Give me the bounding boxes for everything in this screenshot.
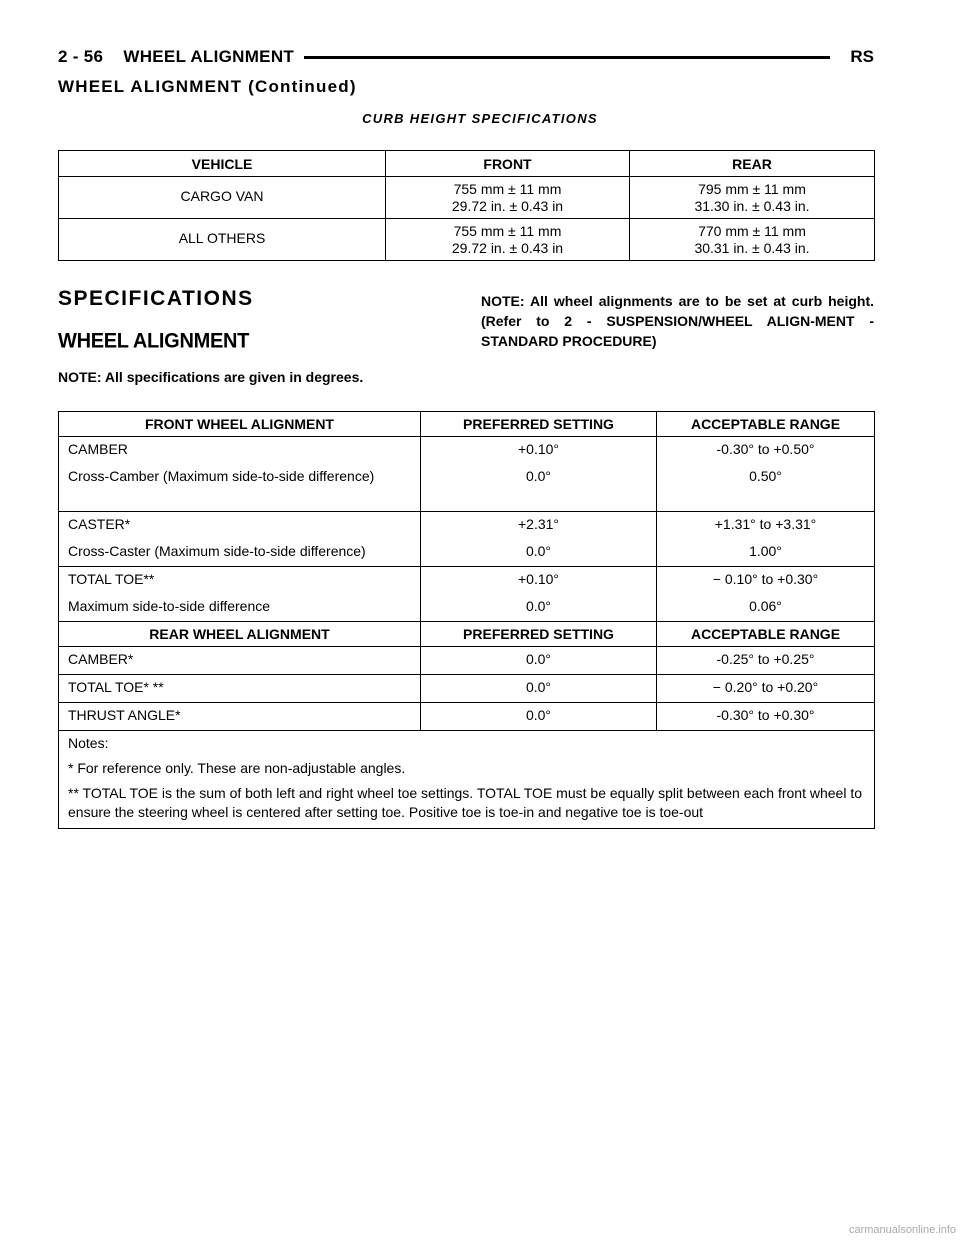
cell-rear: 795 mm ± 11 mm 31.30 in. ± 0.43 in.	[630, 177, 875, 219]
watermark: carmanualsonline.info	[848, 1224, 956, 1236]
notes-row	[59, 731, 875, 829]
cell-rear: 770 mm ± 11 mm 30.31 in. ± 0.43 in.	[630, 219, 875, 261]
notes-cell	[59, 731, 875, 829]
cell-parameter: THRUST ANGLE*	[59, 703, 421, 731]
cell-parameter: TOTAL TOE* **	[59, 675, 421, 703]
table-header-row	[59, 151, 875, 177]
column-header-front: FRONT	[386, 151, 630, 177]
table-row	[59, 675, 875, 703]
cell-range: -0.30° to +0.30°	[657, 703, 875, 731]
note-curb-height: NOTE: All wheel alignments are to be set at curb height. (Refer to 2 - SUSPENSION/WHEEL ALIGN-MENT - STANDARD PROCEDURE)	[481, 293, 874, 349]
cell-preferred: +0.10°	[421, 567, 657, 595]
cell-preferred: 0.0°	[421, 703, 657, 731]
note-reference-only: * For reference only. These are non-adjustable angles.	[68, 760, 406, 776]
column-header-range: ACCEPTABLE RANGE	[657, 412, 875, 437]
cell-vehicle: CARGO VAN	[59, 177, 386, 219]
curb-height-title: CURB HEIGHT SPECIFICATIONS	[362, 111, 598, 126]
cell-preferred: 0.0°	[421, 464, 657, 512]
column-header-range: ACCEPTABLE RANGE	[657, 622, 875, 647]
cell-range: +1.31° to +3.31°	[657, 512, 875, 540]
cell-preferred: 0.0°	[421, 675, 657, 703]
cell-front: 755 mm ± 11 mm 29.72 in. ± 0.43 in	[386, 177, 630, 219]
table-row	[59, 512, 875, 540]
table-row	[59, 464, 875, 512]
table-row	[59, 647, 875, 675]
cell-parameter: CAMBER	[59, 437, 421, 465]
note-degrees: NOTE: All specifications are given in degrees.	[58, 369, 364, 385]
column-header-vehicle: VEHICLE	[59, 151, 386, 177]
table-row	[59, 703, 875, 731]
cell-range: -0.25° to +0.25°	[657, 647, 875, 675]
rear-header-row	[59, 622, 875, 647]
cell-front: 755 mm ± 11 mm 29.72 in. ± 0.43 in	[386, 219, 630, 261]
wheel-alignment-table	[58, 411, 875, 829]
curb-height-table	[58, 150, 875, 261]
cell-range: − 0.10° to +0.30°	[657, 567, 875, 595]
cell-parameter: Maximum side-to-side difference	[59, 594, 421, 622]
cell-range: 0.06°	[657, 594, 875, 622]
column-header-rear: REAR	[630, 151, 875, 177]
cell-preferred: +2.31°	[421, 512, 657, 540]
cell-preferred: 0.0°	[421, 539, 657, 567]
table-row	[59, 177, 875, 219]
cell-vehicle: ALL OTHERS	[59, 219, 386, 261]
header-rule	[304, 56, 830, 59]
cell-parameter: CAMBER*	[59, 647, 421, 675]
cell-range: -0.30° to +0.50°	[657, 437, 875, 465]
header-section-title: 2 - 56 WHEEL ALIGNMENT	[58, 47, 295, 66]
table-row	[59, 539, 875, 567]
cell-preferred: 0.0°	[421, 647, 657, 675]
cell-preferred: 0.0°	[421, 594, 657, 622]
cell-parameter: CASTER*	[59, 512, 421, 540]
table-row	[59, 594, 875, 622]
continued-heading: WHEEL ALIGNMENT (Continued)	[58, 77, 357, 96]
column-header-preferred: PREFERRED SETTING	[421, 622, 657, 647]
column-header-rear-alignment: REAR WHEEL ALIGNMENT	[59, 622, 421, 647]
cell-preferred: +0.10°	[421, 437, 657, 465]
front-header-row	[59, 412, 875, 437]
specifications-heading: SPECIFICATIONS	[58, 287, 254, 310]
cell-range: − 0.20° to +0.20°	[657, 675, 875, 703]
table-row	[59, 437, 875, 465]
page-header	[58, 44, 874, 70]
column-header-preferred: PREFERRED SETTING	[421, 412, 657, 437]
wheel-alignment-heading: WHEEL ALIGNMENT	[58, 329, 250, 353]
cell-range: 0.50°	[657, 464, 875, 512]
header-model-code: RS	[850, 47, 874, 66]
cell-parameter: Cross-Camber (Maximum side-to-side difference)	[59, 464, 421, 512]
cell-parameter: TOTAL TOE**	[59, 567, 421, 595]
table-row	[59, 567, 875, 595]
column-header-front-alignment: FRONT WHEEL ALIGNMENT	[59, 412, 421, 437]
cell-range: 1.00°	[657, 539, 875, 567]
cell-parameter: Cross-Caster (Maximum side-to-side difference)	[59, 539, 421, 567]
notes-label: Notes:	[68, 735, 109, 751]
table-row	[59, 219, 875, 261]
note-total-toe: ** TOTAL TOE is the sum of both left and right wheel toe settings. TOTAL TOE must be equally split between each front wheel to ensure the steering wheel is centered after setting toe. Positive toe is toe-in and negative toe is toe-out	[68, 785, 863, 820]
